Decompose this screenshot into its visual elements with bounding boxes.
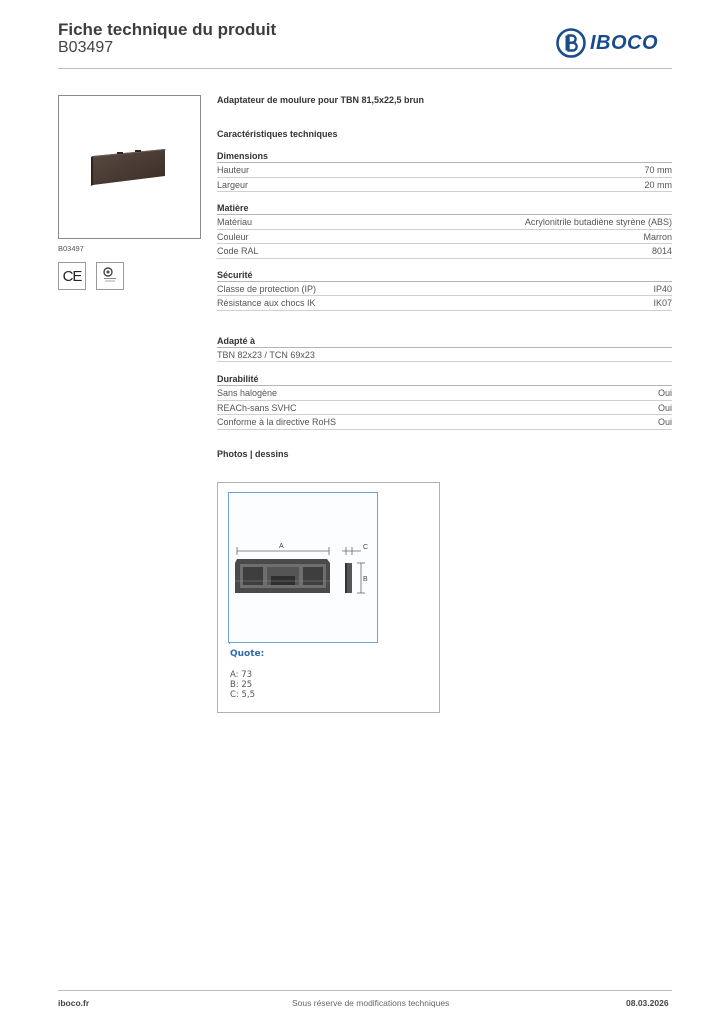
photos-heading: Photos | dessins [217,448,289,459]
header-divider [58,68,672,69]
spec-label: Code RAL [217,246,259,256]
certification-mark-icon [96,262,124,290]
brand-logo [556,27,658,59]
technical-drawing-frame [217,482,440,713]
spec-label: Conforme à la directive RoHS [217,417,337,427]
spec-row [217,244,672,259]
spec-label: Classe de protection (IP) [217,283,317,294]
technical-drawing [228,492,378,643]
product-image [58,95,201,239]
ce-mark-icon [58,262,86,290]
spec-row [217,415,672,430]
spec-label: Matériau [217,217,253,227]
product-code: B03497 [58,39,114,56]
page-title: Fiche technique du produit [58,20,277,39]
product-name: Adaptateur de moulure pour TBN 81,5x22,5 brun [217,95,425,105]
ce-mark-label: CE [62,267,82,285]
section-material [217,202,672,259]
logo-text: IBOCO [590,31,659,54]
spec-row [217,230,672,245]
spec-value: Oui [657,417,672,427]
dim-label-c: C [363,544,369,551]
spec-column [217,95,672,459]
dim-label-a: A [279,543,284,550]
product-image-caption: B03497 [58,244,84,253]
section-title: Durabilité [217,373,672,386]
spec-value: 70 mm [644,165,672,175]
spec-value: Acrylonitrile butadiène styrène (ABS) [524,217,672,227]
product-photo [59,96,202,240]
section-title: Matière [217,202,672,215]
certification-seal-icon [99,265,121,287]
tech-heading: Caractéristiques techniques [217,129,338,139]
footer-note: Sous réserve de modifications techniques [292,998,450,1008]
spec-label: Hauteur [217,165,250,175]
section-compatible [217,335,672,363]
spec-row [217,386,672,401]
dim-label-b: B [363,576,368,583]
spec-row [217,163,672,178]
spec-row [217,348,672,363]
spec-value: Oui [657,402,672,413]
spec-value: IP40 [653,283,672,294]
spec-row [217,296,672,311]
section-sustainability [217,373,672,430]
spec-value: 8014 [651,246,672,256]
spec-value: Marron [643,231,672,242]
section-dimensions [217,150,672,192]
section-title: Dimensions [217,150,672,163]
quote-line: C: 5,5 [230,690,256,700]
spec-value: Oui [657,388,672,398]
section-title: Adapté à [217,335,672,348]
spec-label: REACh-sans SVHC [217,402,297,413]
quote-title: Quote: [230,649,265,659]
spec-label: Sans halogène [217,388,278,398]
quote-line: B: 25 [230,680,253,690]
section-title: Sécurité [217,269,672,282]
spec-label: TBN 82x23 / TCN 69x23 [217,349,315,360]
spec-row [217,178,672,193]
spec-row [217,215,672,230]
section-safety [217,269,672,311]
spec-value: IK07 [653,298,672,308]
footer-website-link[interactable]: iboco.fr [58,998,90,1008]
footer-date: 08.03.2026 [626,998,669,1008]
spec-label: Largeur [217,179,249,190]
spec-row [217,401,672,416]
spec-label: Résistance aux chocs IK [217,298,316,308]
quote-line: A: 73 [230,670,253,680]
iboco-logo-icon [556,28,586,58]
dimension-drawing [229,493,379,644]
spec-label: Couleur [217,231,249,242]
spec-row [217,282,672,297]
spec-value: 20 mm [644,179,672,190]
footer-divider [58,990,672,991]
